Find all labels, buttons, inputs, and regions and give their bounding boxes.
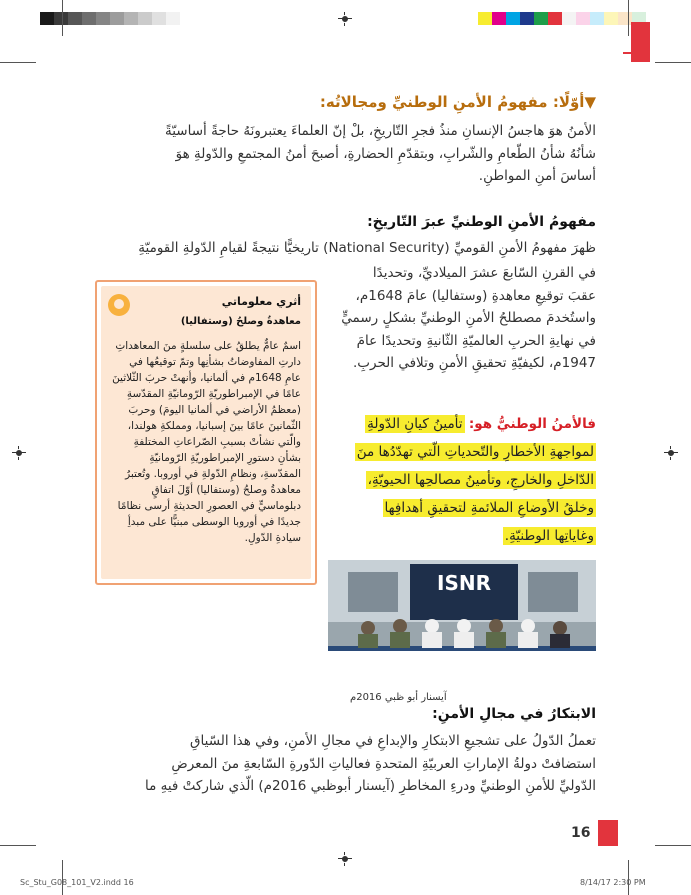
color-swatch	[506, 12, 520, 25]
color-calibration-bar	[478, 12, 646, 25]
conference-photo-graphic	[328, 560, 596, 690]
text-line: شأنُهُ شأنُ الطّعامِ والشّرابِ، وبتقدّمِ الحضارةِ، أصبحَ أمنُ المجتمعِ والدّولةِ هوَ	[175, 145, 596, 162]
info-sidebox	[95, 280, 317, 585]
color-swatch	[478, 12, 492, 25]
gray-swatch	[96, 12, 110, 25]
text-line: تعملُ الدّولُ على تشجيعِ الابتكارِ والإبداعِ في مجالِ الأمنِ، وفي هذا السّياقِ	[190, 733, 596, 749]
definition-lead: فالأمنُ الوطنيُّ هو:	[468, 416, 596, 432]
gray-swatch	[138, 12, 152, 25]
footer-filename: Sc_Stu_G08_101_V2.indd 16	[20, 878, 134, 887]
sidebox-subtitle: معاهدةُ وصلحُ (وستفاليا)	[180, 316, 301, 327]
footer-timestamp: 8/14/17 2:30 PM	[580, 878, 646, 887]
sidebox-text: اسمٌ عامٌّ يطلقُ على سلسلةٍ منَ المعاهداتِ دارتِ المفاوضاتُ بشأنِها وتمّ توقيعُها في عامِ 1648م في ألمانيا، وأنهتْ حربَ الثّلاثينَ عامًا في الإمبراطوريّةِ الرّومانيّةِ المقدّسةِ (معظمُ الأراضي في ألمانيا اليومَ) وحربَ الثّمانينَ عامًا بينَ إسبانيا، ومملكةِ هولندا، والّتي نشأتْ بسببِ الصّراعاتِ المختلفةِ بشأنِ دستورِ الإمبراطوريّةِ الرّومانيّةِ المقدّسةِ، ونظامِ الدّولةِ في أوروبا. وتُعتبرُ معاهدةُ وصلحُ (وستفاليا) أوّلَ اتفاقٍ دبلوماسيٍّ في العصورِ الحديثةِ أرسى نظامًا جديدًا في أوروبا الوسطى مبنيًّا على مبدأِ سيادةِ الدّولِ.	[112, 340, 301, 544]
gray-swatch	[124, 12, 138, 25]
registration-mark-top	[338, 12, 352, 26]
definition-highlight: الدّاخلِ والخارجِ، وتأمينُ مصالحِها الحيويّةِ،	[367, 472, 594, 488]
color-swatch	[562, 12, 576, 25]
gray-swatch	[82, 12, 96, 25]
section3-paragraph	[86, 730, 596, 798]
photo-caption: آيسنار أبو ظبي 2016م	[350, 692, 447, 703]
definition-highlight: لمواجهةِ الأخطارِ والتّحدياتِ الّتي تهدّدُها منَ	[356, 444, 594, 460]
crop-mark	[0, 845, 36, 846]
section1-heading: ▼أوّلًا: مفهومُ الأمنِ الوطنيِّ ومجالاتُه:	[319, 93, 596, 111]
gray-swatch	[166, 12, 180, 25]
grayscale-calibration-bar	[40, 12, 180, 25]
sidebox-title: أثري معلوماتي	[221, 295, 301, 308]
conference-photo	[328, 560, 596, 690]
gray-swatch	[152, 12, 166, 25]
text-line: في نهايةِ الحربِ العالميّةِ الثّانيةِ وتحديدًا عامَ	[356, 332, 596, 349]
definition-highlight: تأمينُ كيانِ الدّولةِ	[367, 416, 463, 432]
crop-mark	[0, 62, 36, 63]
color-swatch	[604, 12, 618, 25]
text-line: استضافتْ دولةُ الإماراتِ العربيّةِ المتحدةِ فعالياتِ الدّورةِ السّابعةِ منَ المعرضِ	[171, 755, 596, 772]
text-line: الأمنُ هوَ هاجسُ الإنسانِ منذُ فجرِ التّاريخِ، بلْ إنّ العلماءَ يعتبرونَهُ حاجةً أساسيّةً	[165, 123, 596, 139]
text-line: الدّوليِّ للأمنِ الوطنيِّ ودرءِ المخاطرِ (آيسنار أبوظبي 2016م) الّذي شاركتْ فيهِ ما	[144, 778, 596, 794]
registration-mark-bottom	[338, 852, 352, 866]
chapter-tab	[631, 22, 650, 62]
crop-mark	[628, 0, 629, 36]
text-line: أساسَ أمنِ المواطنِ.	[478, 168, 596, 184]
color-swatch	[590, 12, 604, 25]
section2-first-line: ظهرَ مفهومُ الأمنِ القوميِّ (National Security) تاريخيًّا نتيجةً لقيامِ الدّولةِ القوميّةِ	[138, 240, 596, 256]
triangle-bullet-icon: ▼	[584, 93, 596, 111]
lightbulb-icon	[108, 294, 130, 316]
text-line: في القرنِ السّابعَ عشرَ الميلاديِّ، وتحديدًا	[372, 265, 596, 281]
registration-mark-right	[664, 446, 678, 460]
section2-paragraph	[328, 262, 596, 375]
crop-mark	[62, 0, 63, 36]
text-line: واستُخدمَ مصطلحُ الأمنِ الوطنيِّ بشكلٍ رسميٍّ	[341, 310, 596, 326]
gray-swatch	[54, 12, 68, 25]
definition-block	[328, 412, 596, 552]
text-line: عقبَ توقيعِ معاهدةِ (وستفاليا) عامَ 1648م،	[355, 287, 596, 304]
section1-paragraph	[86, 120, 596, 188]
color-swatch	[618, 12, 632, 25]
color-swatch	[534, 12, 548, 25]
section3-heading: الابتكارُ في مجالِ الأمنِ:	[432, 706, 596, 722]
crop-mark	[655, 62, 691, 63]
gray-swatch	[40, 12, 54, 25]
color-swatch	[520, 12, 534, 25]
definition-highlight: وغاياتِها الوطنيّةِ.	[504, 528, 594, 544]
page-number-bar	[598, 820, 618, 846]
color-swatch	[492, 12, 506, 25]
text-line: 1947م، لكيفيّةِ تحقيقِ الأمنِ وتلافي الحربِ.	[353, 355, 596, 371]
gray-swatch	[110, 12, 124, 25]
registration-mark-left	[12, 446, 26, 460]
color-swatch	[576, 12, 590, 25]
definition-highlight: وخلقُ الأوضاعِ الملائمةِ لتحقيقِ أهدافِها	[384, 500, 594, 516]
crop-mark	[655, 845, 691, 846]
color-swatch	[548, 12, 562, 25]
gray-swatch	[68, 12, 82, 25]
page-number: 16	[571, 825, 591, 841]
banner-text: ISNR	[437, 571, 491, 595]
section2-heading: مفهومُ الأمنِ الوطنيِّ عبرَ التّاريخِ:	[367, 214, 596, 230]
